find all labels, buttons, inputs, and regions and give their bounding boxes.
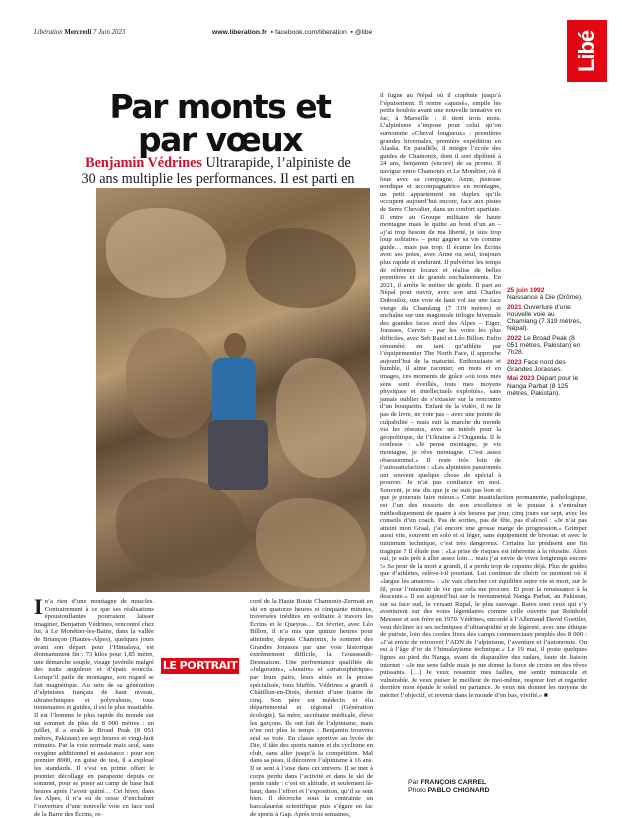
body-column-1: In’a rien d’une montagne de muscles. Contrairement à ce que ses réalisations époustouflantes pourraient laisser imaginer, Benjamin Védrines, rencontré chez lui, à Le Monêtier-les-Bains, dans la vallée de Briançon (Hautes-Alpes), quelques jours avant son départ pour l’Himalaya, est étonnamment fin : 73 kilos pour 1,85 mètre, une démarche souple, visage juvénile malgré des traits anguleux et d’épais sourcils. Lorsqu’il parle de montagne, son regard se fait magnétique. Au sein de sa génération d’alpinistes français de haut niveau, ultratechniques et polyvalents, tous trentenaires et guides, il est le plus insatiable. Il est l’homme le plus rapide du monde sur un sommet de plus de 8 000 mètres : en juillet, il a avalé le Broad Peak (8 051 mètres, Pakistan) en sept heures et vingt-huit minutes. Par la voie normale mais seul, sans oxygène additionnel ni assistance : pour son premier 8000, en guise de test, il a explosé les standards. Il s’est en prime offert le premier décollage en parapente depuis ce sommet, pour se poser au camp de base huit heures après l’avoir quitté… Cet hiver, dans les Alpes, il n’a eu de cesse d’enchaîner l’ouverture d’une nouvelle voie en face sud de la Barre des Écrins, re- [34,594,154,818]
header-links: www.liberation.fr ▪ facebook.com/liberation ▪ @libe [212,29,373,36]
publication-name: Libération [34,29,63,36]
timeline-entry: 2022 Le Broad Peak (8 051 mètres, Pakistan) en 7h28. [507,334,581,357]
body-column-2: cord de la Haute Route Chamonix-Zermatt en ski en quatorze heures et cinquante minutes, traversées inédites en solitaire à travers les Écrins et le Queyras… En février, avec Léo Billon, il n’a mis que quinze heures pour atteindre, depuis Chamonix, le sommet des Grandes Jorasses par une voie historique extrêmement difficile, la Gousseault-Desmaison. Une performance qualifiée de «fulgurante», «lunaire» et «stratosphérique» par leurs pairs, leurs aînés et la presse spécialisée, tous bluffés. Védrines a grandi à Châtillon-en-Diois, dernier d’une fratrie de cinq. Son père est médecin et élu départemental et régional (Génération écologie). Sa mère, secrétaire médicale, élève les garçons. Ils ont fait de l’alpinisme, mais n’en ont plus le temps : Benjamin trouvera seul sa voie. En classe sportive au lycée de Die, il tâte des sports nature et du cyclisme en club, sans aller jusqu’à la compétition. Mal dans sa peau, il découvre l’alpinisme à 16 ans. Il se sent à l’aise dans cet univers. Il se met à corps perdu dans l’activité et dans le ski de pente raide : c’est en altitude, et seulement là-haut, dans l’effort et l’exposition, qu’il se sent bien. Il décroche sous la contrainte un baccalauréat scientifique puis s’égare en fac de sports à Gap. Après trois semaines, [250,598,373,818]
timeline-entry: Mai 2023 Départ pour le Nanga Parbat (8 125 mètres, Pakistan). [507,375,579,397]
portrait-photo [96,188,370,592]
facebook-link[interactable]: facebook.com/liberation [274,29,347,36]
photographer-name: PABLO CHIGNARD [427,787,490,794]
issue-date: 7 Juin 2023 [93,29,126,36]
byline: Par FRANÇOIS CARREL Photo PABLO CHIGNARD [408,779,490,794]
drop-cap: I [34,594,43,619]
article-title: Par monts et par vœux [109,87,331,159]
author-name: FRANÇOIS CARREL [420,779,487,786]
bio-timeline [507,287,583,399]
header-publication [34,29,125,36]
subject-name: Benjamin Védrines [85,155,202,171]
climber-figure [224,333,246,359]
body-column-3: il fugue au Népal où il craphute jusqu’à l’épuisement. Il rentre «apaisé», empile les petits boulots avant une nouvelle tentative en fac, à Marseille : il tient trois mois. L’alpinisme s’impose pour celui qu’on surnomme «Cheval fougueux» : premières grandes hivernales, première expédition en Alaska. En parallèle, il intègre l’école des guides de Chamonix, dont il sort diplômé à 24 ans, benjamin (encore) de sa promo. Il navigue entre Chamonix et Le Monêtier, où il loue avec sa compagne, Anne, pisteuse nordique et accompagnatrice en montagne, un petit appartement en duplex qu’ils occupent aujourd’hui encore, face aux pistes de Serre Chevalier, dans un confort spartiate. Il entre au Groupe militaire de haute montagne mais le quitte au bout d’un an – «j’ai trop besoin de ma liberté, je suis trop loup solitaire» – pour gagner sa vie comme guide… mais pas trop. Il écume les Écrins avec ses potes, avec Anne ou seul, toujours plus rapide et endurant. Il pulvérise les temps de référence locaux et réalise de belles premières et de grands enchaînements. En 2021, il arrête le métier de guide. Il part au Népal pour ouvrir, avec son ami Charles Dubouloz, une voie de haut vol sur une face vierge du Chamlang (7 319 mètres) et enchaîne sur une magistrale trilogie hivernale des grandes faces nord des Alpes – Eiger, Jorasses, Cervin – par les voies les plus difficiles, avec Seb Ratel et Léo Billon. Enfin rémunéré en tant qu’athlète par l’équipementier The North Face, il approche aujourd’hui de la maturité. Enthousiaste et humble, il aime raconter, en mots et en images, ces moments de grâce «où tous mes sens sont éveillés, tous mes moyens physiques et intellectuels exploités», sans jamais oublier de s’extasier sur la rencontre d’un bouquetin. Enfant de la vidéo, il ne lit pas de livre, ne vote pas – avec une pointe de culpabilité – mais suit la marche du monde via les réseaux, avec un intérêt pour la géopolitique, de l’Ukraine à l’Ouganda. Il le confesse : «Je pense montagne, je vis montagne, je rêve montagne. C’est assez obsessionnel.» Il reste très loin de l’autosatisfaction : «Les alpinistes passionnés ont souvent quelque chose de spécial à prouver. Je n’ai pas confiance en moi. Souvent, je me dis que je ne suis pas bon et que je pourrais faire mieux.» Cette insatisfaction permanente, pathologique, est l’un des ressorts de son excellence et le pousse à s’entraîner méthodiquement de quatre à six heures par jour, cinq jours sur sept, avec les conseils d’un coach. Pas de sorties, pas de fête, pas d’alcool : «Je n’ai pas atteint mon Graal, j’ai encore une grosse marge de progression.» Grimper aussi vite, souvent en solo et si léger, sans équipement de bivouac et avec le minimum technique, c’est très dangereux. Certains lui prédisent une fin tragique ? Il élude pas : «La prise de risques est inhérente à la réussite. Alors oui, je suis prêt à aller assez loin… mais j’ai envie de vivre longtemps encore !» Sa peur de la mort a grandi, il a perdu trop de copains déjà. Plus de guides que d’athlètes, relève-t-il pourtant. Lui continue de chérir ce moment où il «largue les amarres» : «Je vais chercher cet équilibre entre vie et mort, sur le fil, pour l’intensité de vie que cela me procure. Et pour la renaissance à la descente.» Il est aujourd’hui sur le monumental Nanga Parbat, au Pakistan, sur sa face sud, le versant Rupal, le plus sauvage. Rares sont ceux qui s’y aventurent sur des voies légendaires comme celle ouverte par Reinhold Messner et son frère en 1970. Védrines, encordé à l’Allemand David Goettler, veut décliner ici ses techniques d’ultrarapidité et de légèreté, avec une éthique de puriste, loin des cordes fixes des camps commerciaux peuplés des 8 000 : «J’ai envie de retrouver l’ADN de l’alpinisme, l’aventure et l’autonomie. On est à l’âge d’or de l’himalayisme technique.» Le 19 mai, il poste quelques lignes au pied du Nanga, avant de disparaître des radars, faute de liaison internet : «Je me sens faible mais je me donne la force de croire en des rêves puissants. […] Je veux ressentir mes failles, me sentir minuscule et vulnérable. Je veux puiser le meilleur de moi-même, respirer fort et regarder derrière mon épaule le soleil en partance. Je veux me donner les moyens de mériter l’objectif, et revenir dans le monde d’en bas, vivifié.» ■ [380,92,587,699]
timeline-entry: 25 juin 1992 Naissance à Die (Drôme). [507,287,583,302]
section-label: LE PORTRAIT [162,659,238,672]
timeline-entry: 2021 Ouverture d’une nouvelle voie au Chamlang (7 319 mètres, Népal). [507,303,582,333]
twitter-link[interactable]: @libe [354,29,373,36]
libe-logo: Libé [567,20,607,82]
deck-text: Ultrarapide, l’alpiniste de 30 ans multiplie les performances. Il est parti en [81,155,355,187]
site-link[interactable]: www.liberation.fr [212,29,267,36]
timeline-entry: 2023 Face nord des Grandes Jorasses. [507,358,566,373]
issue-day: Mercredi [64,29,92,36]
